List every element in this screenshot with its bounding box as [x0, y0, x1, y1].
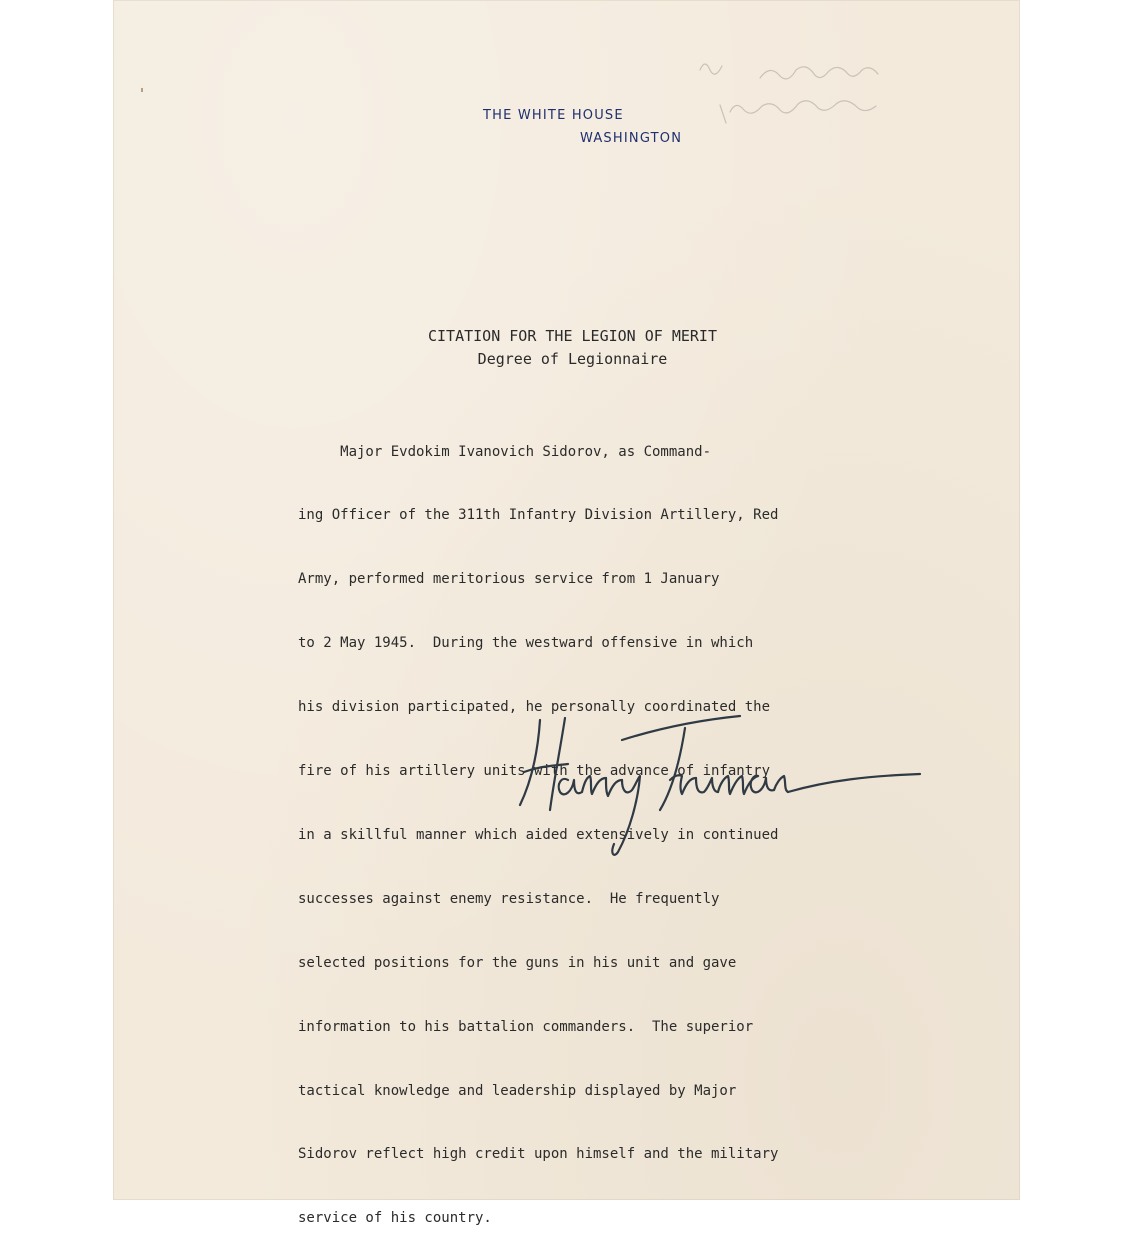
body-line: selected positions for the guns in his unit and gave: [298, 954, 737, 971]
body-line: tactical knowledge and leadership displayed by Major: [298, 1082, 737, 1099]
body-line: successes against enemy resistance. He frequently: [298, 890, 720, 907]
signature: [510, 680, 930, 870]
body-line: information to his battalion commanders. The superior: [298, 1018, 754, 1035]
body-line: to 2 May 1945. During the westward offensive in which: [298, 635, 754, 652]
pencil-notation: [690, 50, 990, 140]
body-line: service of his country.: [298, 1210, 492, 1227]
body-line: fire of his artillery units with the advance of infantry: [298, 763, 771, 780]
body-line: Army, performed meritorious service from 1 January: [298, 571, 720, 588]
body-line: his division participated, he personally coordinated the: [298, 699, 771, 716]
letterhead-line-1: THE WHITE HOUSE: [483, 108, 624, 123]
paper-mark: [141, 88, 143, 92]
body-line: in a skillful manner which aided extensively in continued: [298, 826, 779, 843]
body-line: ing Officer of the 311th Infantry Division Artillery, Red: [298, 507, 779, 524]
body-line: Sidorov reflect high credit upon himself and the military: [298, 1146, 779, 1163]
citation-title: CITATION FOR THE LEGION OF MERIT: [428, 327, 717, 345]
body-line: Major Evdokim Ivanovich Sidorov, as Command-: [298, 443, 712, 460]
citation-subtitle: Degree of Legionnaire: [477, 350, 668, 368]
letterhead-line-2: WASHINGTON: [580, 131, 683, 146]
